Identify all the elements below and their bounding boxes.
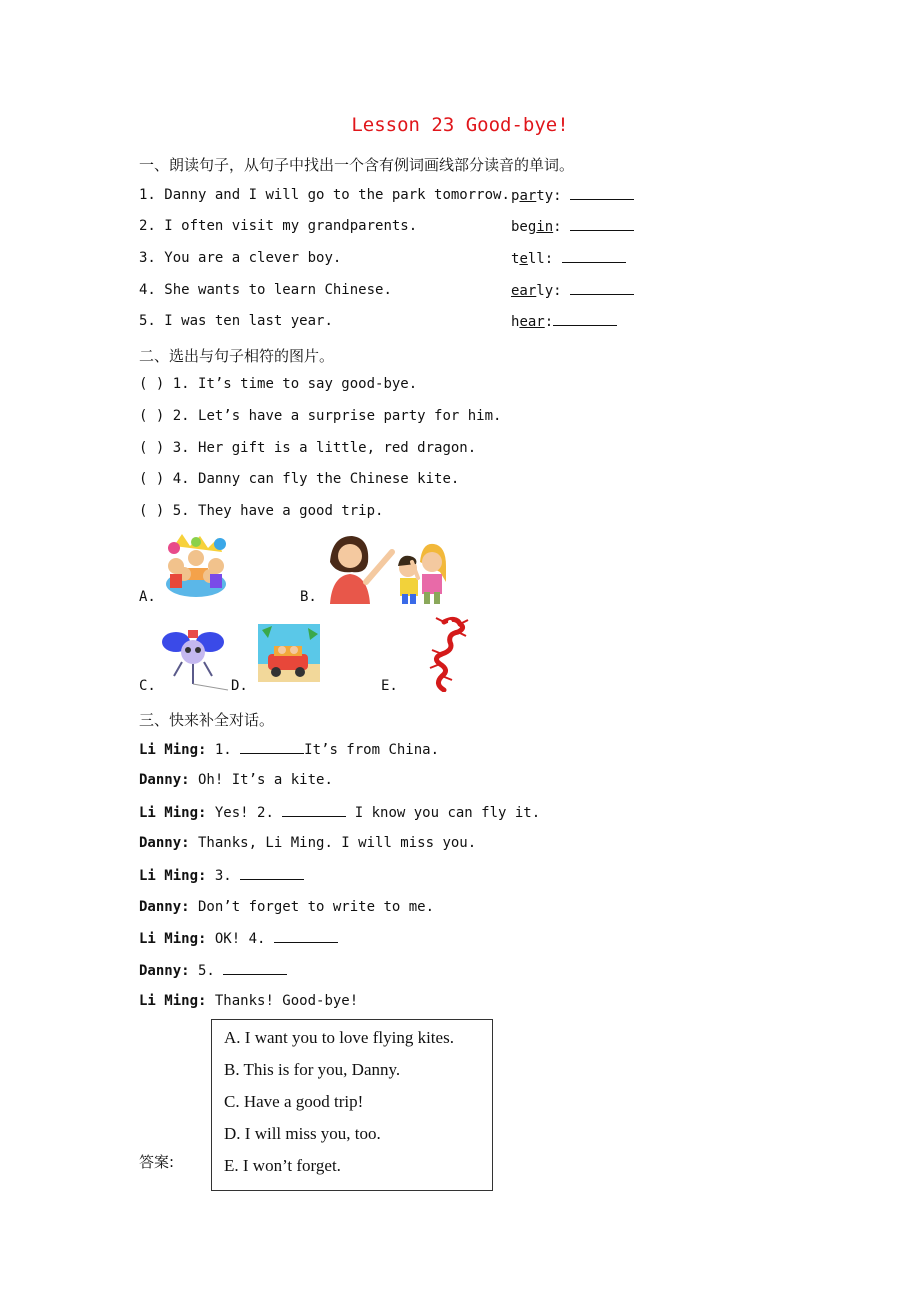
pic-label-b: B. [300, 589, 317, 605]
answer-paren[interactable]: ( ) [139, 503, 165, 519]
speaker: Danny: [139, 963, 190, 979]
pic-label-e: E. [381, 678, 398, 694]
option-a: A. I want you to love flying kites. [224, 1028, 454, 1047]
dialogue-line-6 [139, 899, 434, 915]
speaker: Danny: [139, 772, 190, 788]
answer-blank[interactable] [274, 930, 338, 943]
pic-label-a: A. [139, 589, 156, 605]
pic-label-c: C. [139, 678, 156, 694]
line-text-after: It’s from China. [304, 742, 440, 758]
s1-item-4 [139, 282, 392, 298]
answer-blank[interactable] [240, 741, 304, 754]
s1-num: 4. [139, 282, 156, 298]
s1-num: 3. [139, 250, 156, 266]
s1-sentence: You are a clever boy. [164, 250, 342, 266]
word-underlined: ear [511, 283, 537, 299]
s1-word-4 [511, 282, 634, 299]
kite-picture[interactable] [160, 624, 230, 692]
answer-blank[interactable] [570, 187, 634, 200]
s2-text: 5. They have a good trip. [172, 503, 384, 519]
speaker: Li Ming: [139, 742, 207, 758]
line-text-after: I know you can fly it. [346, 805, 541, 821]
answer-blank[interactable] [282, 804, 346, 817]
line-text: Oh! It’s a kite. [189, 772, 333, 788]
word-underlined: e [519, 251, 528, 267]
section3-heading: 三、快来补全对话。 [139, 711, 275, 729]
section2-heading: 二、选出与句子相符的图片。 [139, 347, 335, 365]
word-post: : [544, 314, 554, 330]
line-text: Thanks! Good-bye! [206, 993, 359, 1009]
word-underlined: ar [519, 188, 537, 204]
options-box [211, 1019, 493, 1191]
option-c: C. Have a good trip! [224, 1092, 364, 1111]
option-b: B. This is for you, Danny. [224, 1060, 401, 1079]
dialogue-line-8 [139, 962, 287, 979]
s2-item-5 [139, 503, 383, 519]
word-post: ly: [536, 283, 571, 299]
speaker: Li Ming: [139, 931, 207, 947]
s1-word-1 [511, 187, 634, 204]
s1-word-2 [511, 218, 634, 235]
s2-item-1 [139, 376, 417, 392]
s2-item-3 [139, 440, 476, 456]
answer-blank[interactable] [570, 218, 634, 231]
s1-sentence: Danny and I will go to the park tomorrow. [164, 187, 510, 203]
word-pre: p [511, 188, 520, 204]
dialogue-line-4 [139, 835, 476, 851]
line-text: 3. [206, 868, 241, 884]
dragon-picture[interactable] [420, 614, 482, 692]
word-pre: beg [511, 219, 537, 235]
pic-label-d: D. [231, 678, 248, 694]
line-text: 1. [206, 742, 241, 758]
s2-text: 1. It’s time to say good-bye. [172, 376, 418, 392]
page-title: Lesson 23 Good-bye! [351, 114, 569, 136]
s1-item-2 [139, 218, 417, 234]
dialogue-line-5 [139, 867, 304, 884]
dialogue-line-3 [139, 804, 540, 821]
speaker: Danny: [139, 899, 190, 915]
dialogue-line-9 [139, 993, 358, 1009]
answer-paren[interactable]: ( ) [139, 440, 165, 456]
answer-label: 答案: [139, 1153, 175, 1171]
s1-num: 5. [139, 313, 156, 329]
word-pre: t [511, 251, 520, 267]
speaker: Li Ming: [139, 993, 207, 1009]
speaker: Li Ming: [139, 868, 207, 884]
answer-paren[interactable]: ( ) [139, 376, 165, 392]
s2-text: 2. Let’s have a surprise party for him. [172, 408, 502, 424]
option-e: E. I won’t forget. [224, 1156, 341, 1175]
answer-paren[interactable]: ( ) [139, 408, 165, 424]
speaker: Danny: [139, 835, 190, 851]
party-picture[interactable] [160, 534, 232, 602]
word-pre: h [511, 314, 520, 330]
section1-heading: 一、朗读句子，从句子中找出一个含有例词画线部分读音的单词。 [139, 156, 575, 174]
word-post: ty: [536, 188, 571, 204]
s1-item-3 [139, 250, 341, 266]
s1-item-5 [139, 313, 333, 329]
answer-blank[interactable] [562, 250, 626, 263]
word-underlined: ear [519, 314, 545, 330]
dialogue-line-2 [139, 772, 333, 788]
dialogue-line-1 [139, 741, 439, 758]
word-underlined: in [536, 219, 554, 235]
s2-item-2 [139, 408, 501, 424]
answer-paren[interactable]: ( ) [139, 471, 165, 487]
speaker: Li Ming: [139, 805, 207, 821]
answer-blank[interactable] [240, 867, 304, 880]
s1-item-1 [139, 187, 510, 203]
s1-sentence: I often visit my grandparents. [164, 218, 418, 234]
goodbye-picture[interactable] [322, 532, 450, 604]
s1-word-5 [511, 313, 617, 330]
s2-item-4 [139, 471, 459, 487]
answer-blank[interactable] [570, 282, 634, 295]
s1-word-3 [511, 250, 626, 267]
option-d: D. I will miss you, too. [224, 1124, 381, 1143]
line-text: OK! 4. [206, 931, 274, 947]
trip-picture[interactable] [258, 624, 320, 682]
word-post: ll: [527, 251, 562, 267]
dialogue-line-7 [139, 930, 338, 947]
s1-sentence: I was ten last year. [164, 313, 333, 329]
line-text: Yes! 2. [206, 805, 283, 821]
s1-num: 2. [139, 218, 156, 234]
s1-sentence: She wants to learn Chinese. [164, 282, 392, 298]
answer-blank[interactable] [223, 962, 287, 975]
line-text: 5. [189, 963, 224, 979]
s2-text: 3. Her gift is a little, red dragon. [172, 440, 477, 456]
word-post: : [553, 219, 571, 235]
s1-num: 1. [139, 187, 156, 203]
answer-blank[interactable] [553, 313, 617, 326]
line-text: Don’t forget to write to me. [189, 899, 435, 915]
s2-text: 4. Danny can fly the Chinese kite. [172, 471, 460, 487]
line-text: Thanks, Li Ming. I will miss you. [189, 835, 477, 851]
